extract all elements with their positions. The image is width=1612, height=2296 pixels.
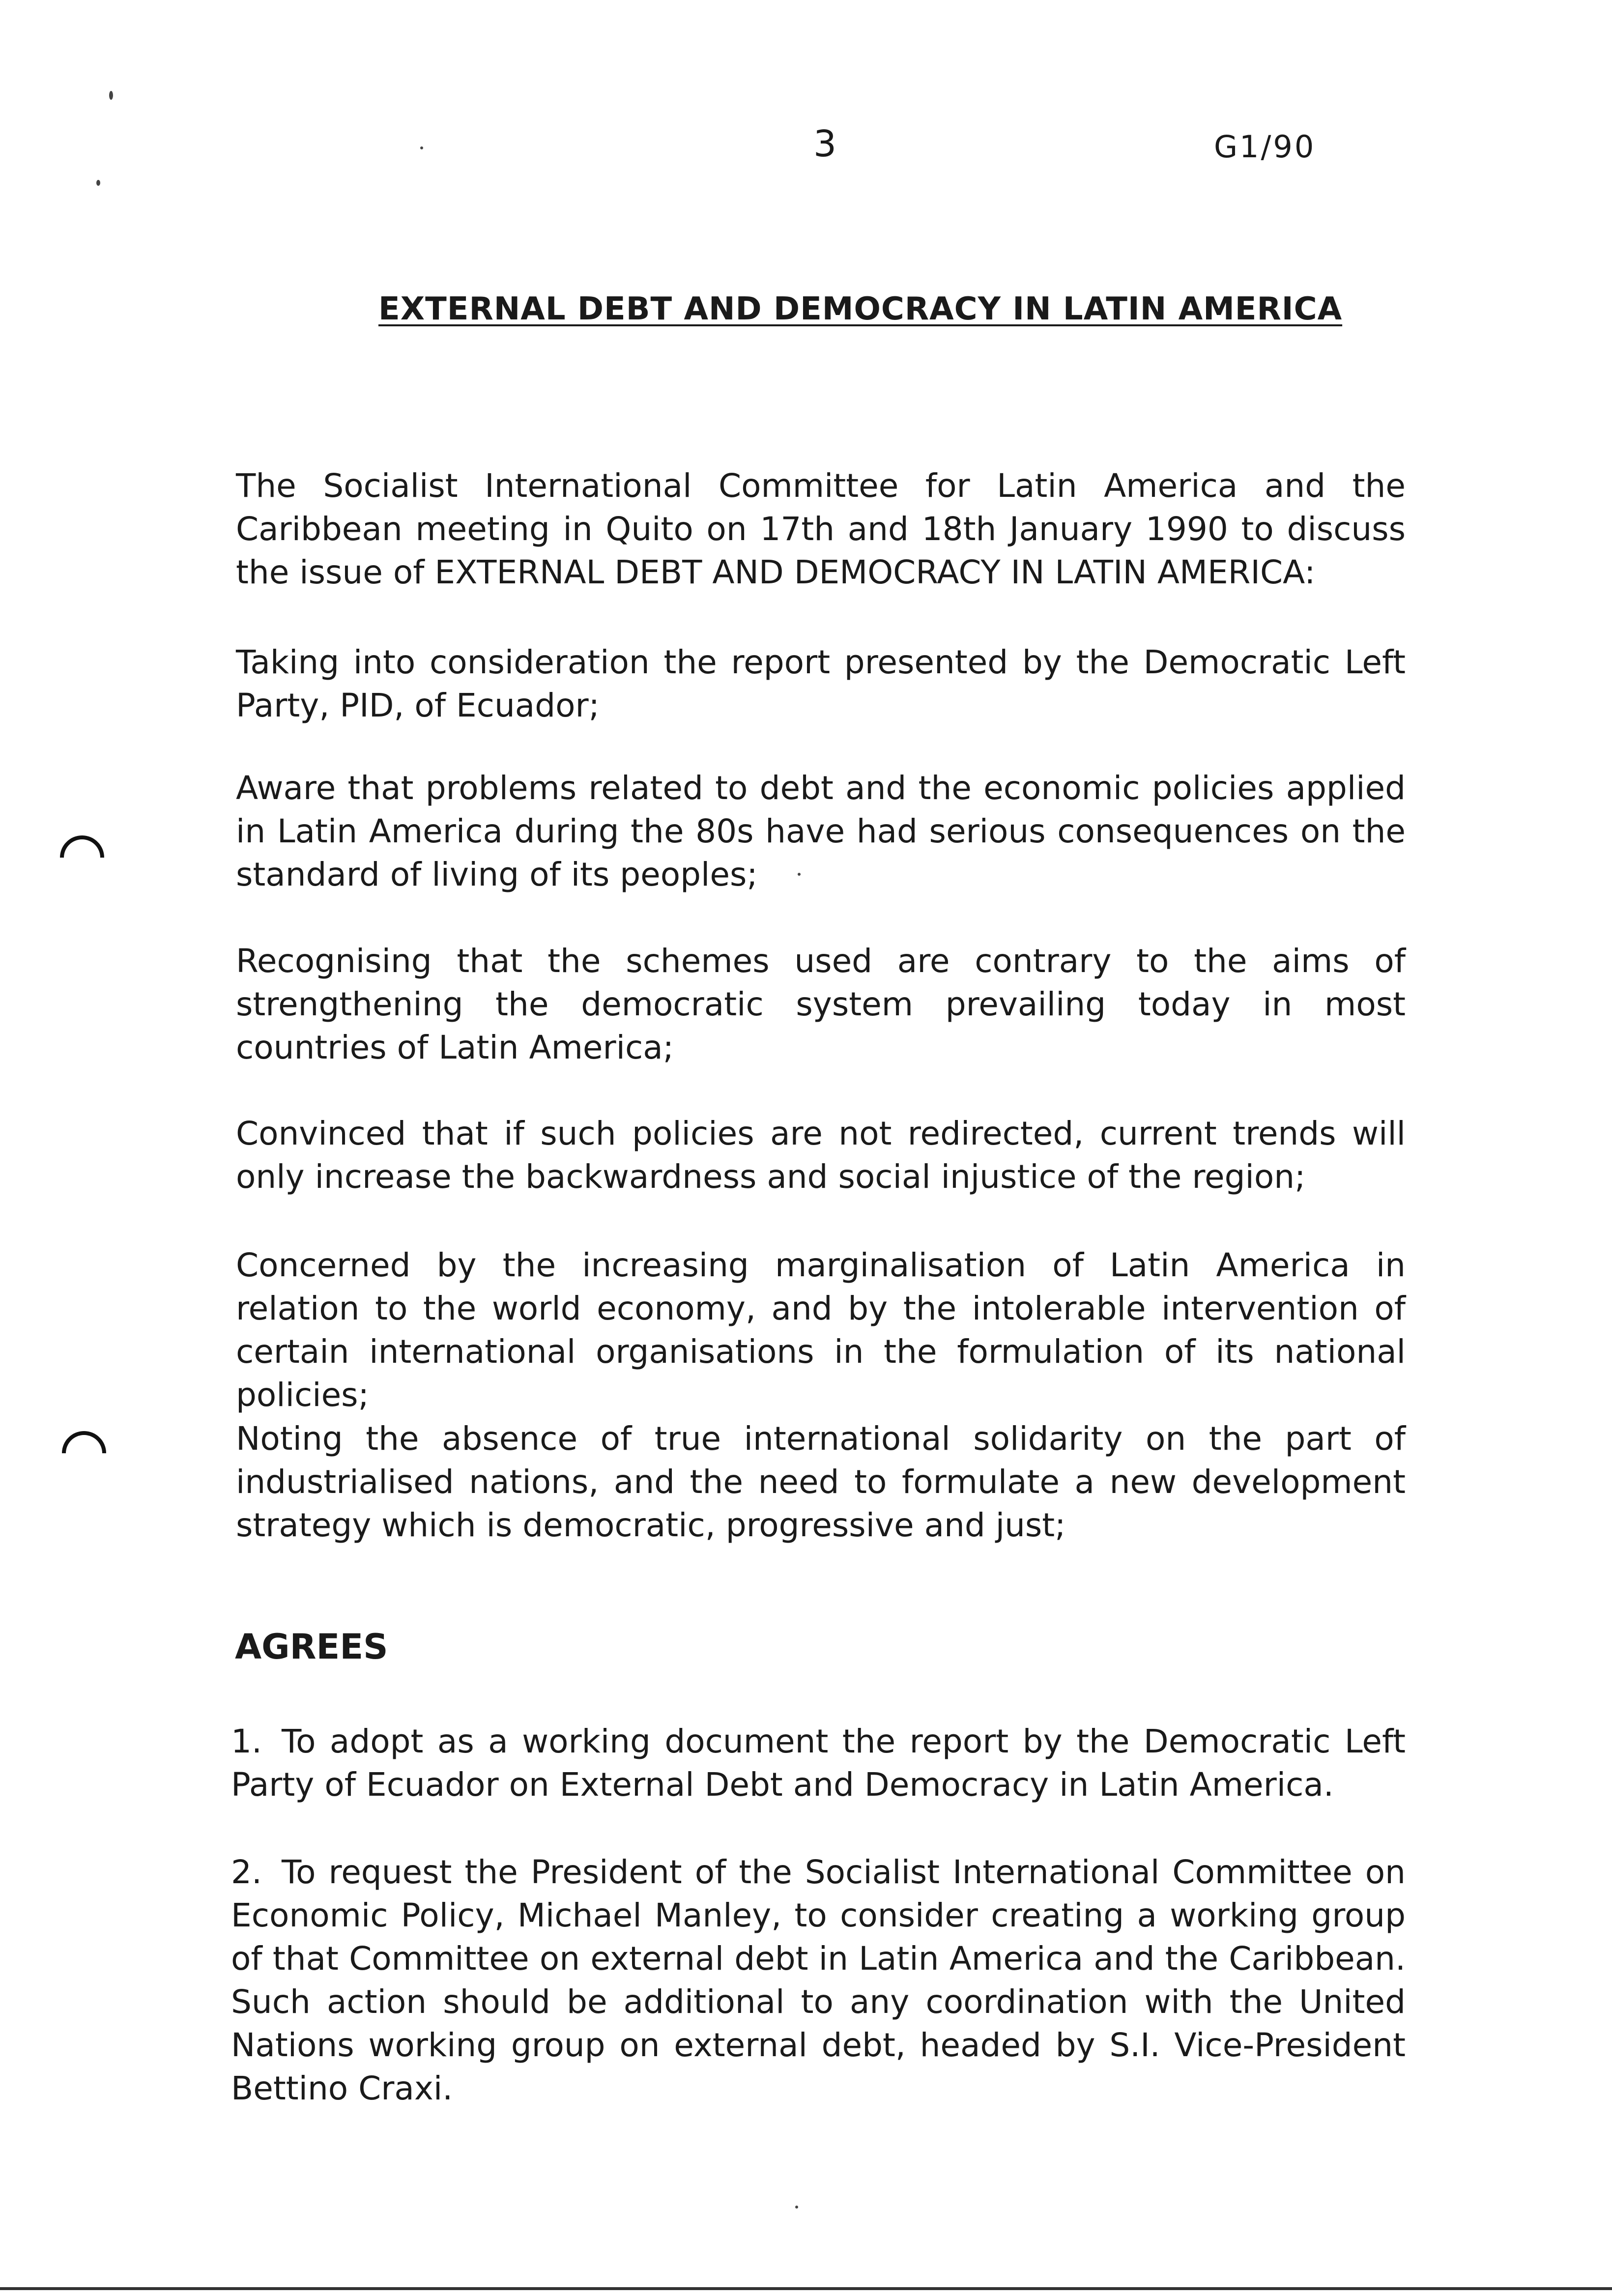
scan-speck [795,2206,798,2209]
punch-hole-mark [51,826,113,889]
agrees-heading: AGREES [235,1627,388,1667]
recital-noting: Noting the absence of true international solidarity on the part of industrialised nations, and the need to formulate a new development strategy which is democratic, progressive and just; [236,1420,1406,1544]
scan-speck [96,180,100,186]
item-number: 1. [231,1722,262,1760]
page-number: 3 [813,123,837,165]
recital-aware: Aware that problems related to debt and the economic policies applied in Latin America during the 80s have had serious consequences on the standard of living of its peoples; [236,769,1406,893]
item-text: To adopt as a working document the report by the Democratic Left Party of Ecuador on External Debt and Democracy in Latin America. [231,1722,1406,1804]
bottom-edge-line [0,2287,1612,2290]
recital-concerned: Concerned by the increasing marginalisation of Latin America in relation to the world economy, and by the intolerable intervention of certain international organisations in the formulation of its national policies; [236,1246,1406,1414]
scan-speck [109,91,113,100]
document-code: G1/90 [1214,129,1316,165]
recital-convinced: Convinced that if such policies are not redirected, current trends will only increase the backwardness and social injustice of the region; [236,1115,1406,1196]
document-title: EXTERNAL DEBT AND DEMOCRACY IN LATIN AMERICA [378,291,1343,327]
agreement-item-2 [231,1851,1406,2110]
item-text: To request the President of the Socialist International Committee on Economic Policy, Michael Manley, to consider creating a working group of that Committee on external debt in Latin America and the Caribbean. Such action should be additional to any coordination with the United Nations working group on external debt, headed by S.I. Vice-President Bettino Craxi. [231,1853,1406,2107]
scan-speck [420,146,423,149]
recital-recognising: Recognising that the schemes used are contrary to the aims of strengthening the democratic system prevailing today in most countries of Latin America; [236,942,1406,1066]
item-number: 2. [231,1853,262,1891]
recital-taking-into-consideration: Taking into consideration the report presented by the Democratic Left Party, PID, of Ecuador; [236,643,1406,724]
preamble-paragraph: The Socialist International Committee for Latin America and the Caribbean meeting in Quito on 17th and 18th January 1990 to discuss the issue of EXTERNAL DEBT AND DEMOCRACY IN LATIN AMERICA: [236,467,1406,591]
punch-hole-mark [53,1422,115,1484]
agreement-item-1 [231,1720,1406,1807]
